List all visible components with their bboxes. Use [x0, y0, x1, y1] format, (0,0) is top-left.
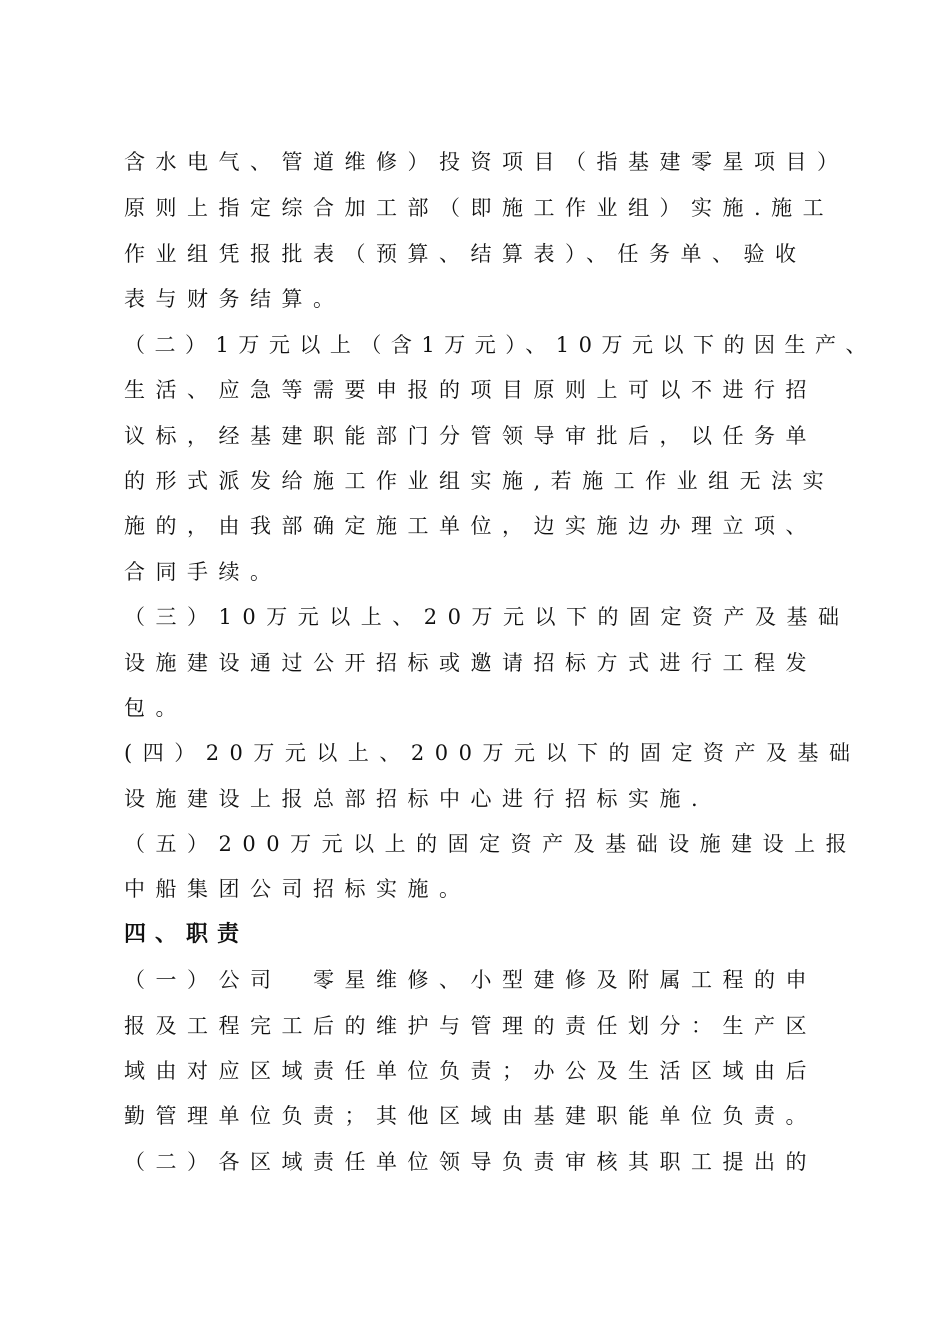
text-line: 设施建设上报总部招标中心进行招标实施.: [124, 787, 709, 811]
text-line: （一）公司 零星维修、小型建修及附属工程的申: [124, 968, 817, 992]
text-line: （二）各区域责任单位领导负责审核其职工提出的: [124, 1150, 817, 1174]
text-line: 勤管理单位负责；其他区域由基建职能单位负责。: [124, 1104, 817, 1128]
text-line: 原则上指定综合加工部（即施工作业组）实施.施工: [124, 196, 835, 220]
text-line: 施的，由我部确定施工单位，边实施边办理立项、: [124, 514, 817, 538]
text-line: 设施建设通过公开招标或邀请招标方式进行工程发: [124, 651, 817, 675]
text-line: 报及工程完工后的维护与管理的责任划分：生产区: [124, 1014, 817, 1038]
text-line: 作业组凭报批表（预算、结算表）、任务单、验收: [124, 242, 807, 266]
text-line: 中船集团公司招标实施。: [124, 877, 471, 901]
section-heading: 四、职责: [124, 921, 249, 947]
text-line: 议标，经基建职能部门分管领导审批后，以任务单: [124, 424, 817, 448]
text-line: （三）10万元以上、20万元以下的固定资产及基础: [124, 605, 850, 629]
text-line: (四）20万元以上、200万元以下的固定资产及基础: [124, 741, 861, 765]
text-line: （五）200万元以上的固定资产及基础设施建设上报: [124, 832, 858, 856]
text-line: 合同手续。: [124, 560, 282, 584]
text-line: 域由对应区域责任单位负责；办公及生活区域由后: [124, 1059, 817, 1083]
text-line: 的形式派发给施工作业组实施,若施工作业组无法实: [124, 469, 835, 493]
text-line: 包。: [124, 696, 187, 720]
text-line: 生活、应急等需要申报的项目原则上可以不进行招: [124, 378, 817, 402]
text-line: 表与财务结算。: [124, 287, 345, 311]
text-line: 含水电气、管道维修）投资项目（指基建零星项目）: [124, 150, 849, 174]
text-line: （二）1万元以上（含1万元）、10万元以下的因生产、: [124, 333, 876, 357]
